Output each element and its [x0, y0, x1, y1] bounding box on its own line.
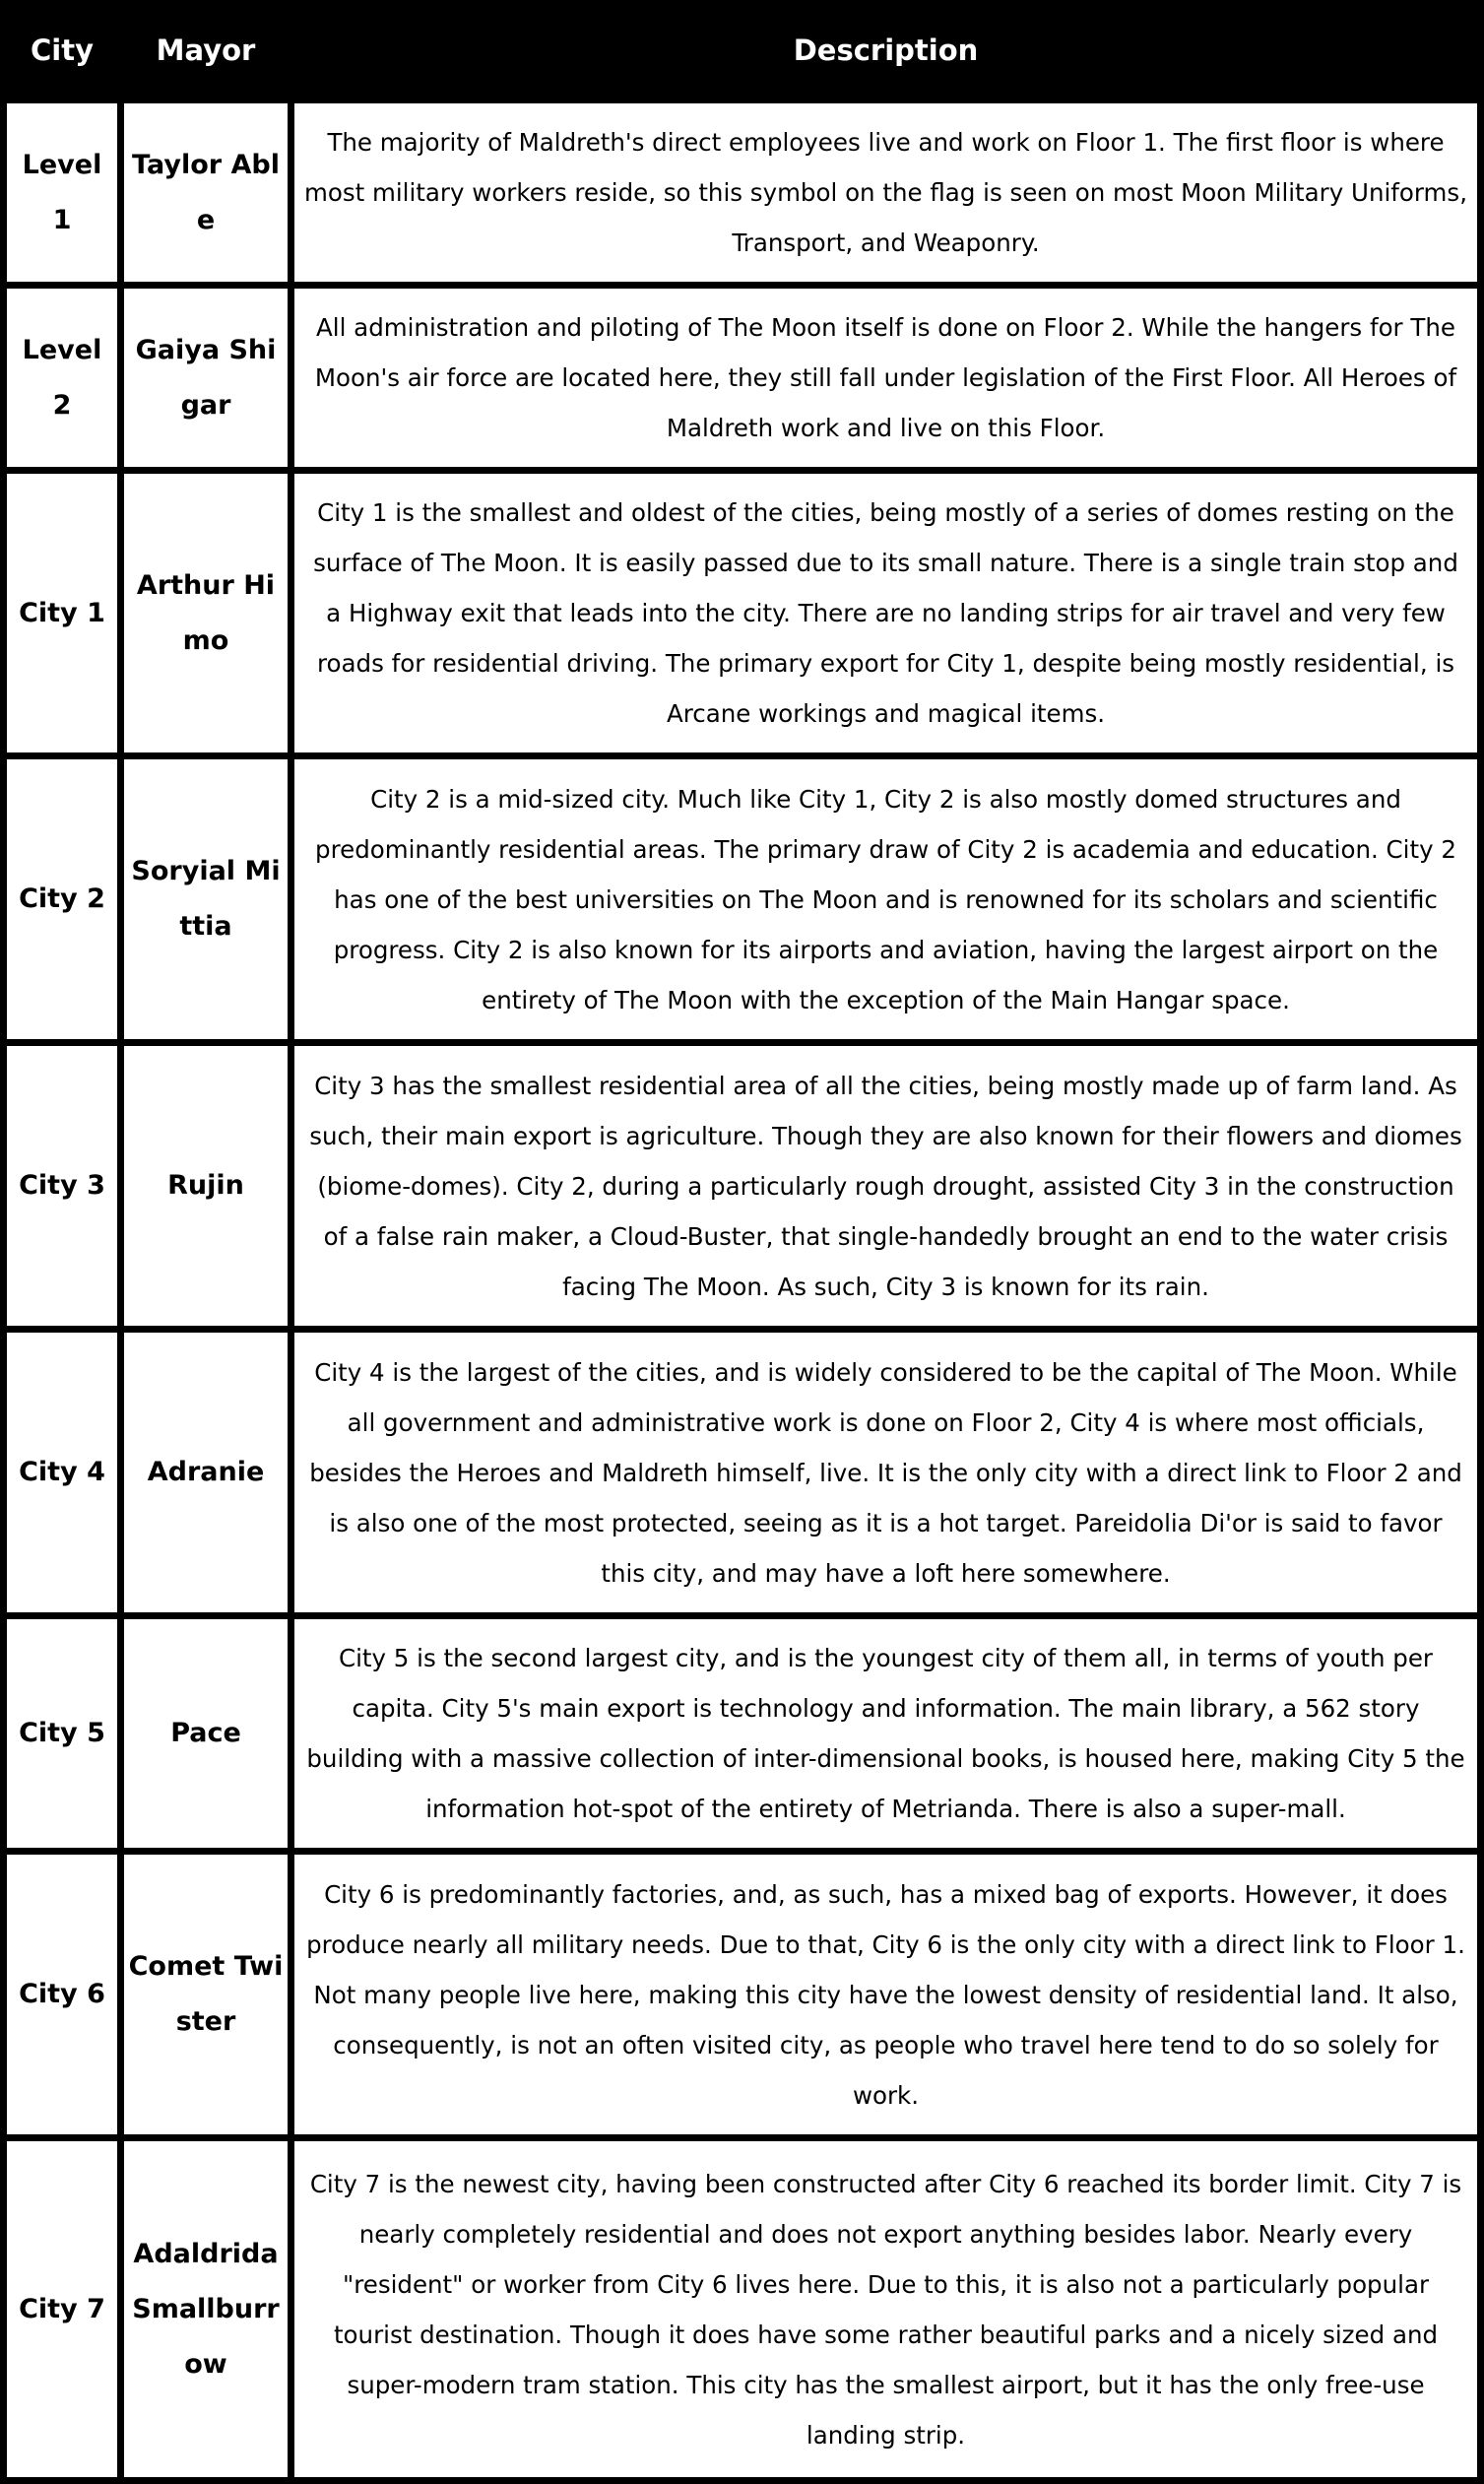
table-body: [4, 100, 1481, 2481]
table-row: [4, 1852, 1481, 2138]
mayor-cell: Gaiya Shigar: [121, 286, 291, 471]
table-row: [4, 100, 1481, 286]
city-cell: City 6: [4, 1852, 121, 2138]
city-cell: Level 1: [4, 100, 121, 286]
mayor-cell: Soryial Mittia: [121, 756, 291, 1043]
city-cell: City 7: [4, 2138, 121, 2481]
mayor-cell: Adaldrida Smallburrow: [121, 2138, 291, 2481]
mayor-cell: Arthur Himo: [121, 471, 291, 756]
mayor-cell: Taylor Able: [121, 100, 291, 286]
city-cell: City 1: [4, 471, 121, 756]
header-city: City: [4, 2, 121, 100]
description-cell: City 4 is the largest of the cities, and is widely considered to be the capital of The Moon. While all government and administrative work is done on Floor 2, City 4 is where most officials, besides the Heroes and Maldreth himself, live. It is the only city with a direct link to Floor 2 and is also one of the most protected, seeing as it is a hot target. Pareidolia Di'or is said to favor this city, and may have a loft here somewhere.: [291, 1330, 1481, 1616]
header-mayor: Mayor: [121, 2, 291, 100]
mayor-cell: Pace: [121, 1616, 291, 1852]
description-cell: City 2 is a mid-sized city. Much like City 1, City 2 is also mostly domed structures and predominantly residential areas. The primary draw of City 2 is academia and education. City 2 has one of the best universities on The Moon and is renowned for its scholars and scientific progress. City 2 is also known for its airports and aviation, having the largest airport on the entirety of The Moon with the exception of the Main Hangar space.: [291, 756, 1481, 1043]
city-cell: City 5: [4, 1616, 121, 1852]
table-row: [4, 1330, 1481, 1616]
description-cell: City 7 is the newest city, having been constructed after City 6 reached its border limit. City 7 is nearly completely residential and does not export anything besides labor. Nearly every "resident" or worker from City 6 lives here. Due to this, it is also not a particularly popular tourist destination. Though it does have some rather beautiful parks and a nicely sized and super-modern tram station. This city has the smallest airport, but it has the only free-use landing strip.: [291, 2138, 1481, 2481]
description-cell: All administration and piloting of The Moon itself is done on Floor 2. While the hangers for The Moon's air force are located here, they still fall under legislation of the First Floor. All Heroes of Maldreth work and live on this Floor.: [291, 286, 1481, 471]
table-row: [4, 1616, 1481, 1852]
city-cell: City 4: [4, 1330, 121, 1616]
description-cell: City 6 is predominantly factories, and, as such, has a mixed bag of exports. However, it does produce nearly all military needs. Due to that, City 6 is the only city with a direct link to Floor 1. Not many people live here, making this city have the lowest density of residential land. It also, consequently, is not an often visited city, as people who travel here tend to do so solely for work.: [291, 1852, 1481, 2138]
header-description: Description: [291, 2, 1481, 100]
description-cell: The majority of Maldreth's direct employees live and work on Floor 1. The first floor is where most military workers reside, so this symbol on the flag is seen on most Moon Military Uniforms, Transport, and Weaponry.: [291, 100, 1481, 286]
table-header: [4, 2, 1481, 100]
table-row: [4, 471, 1481, 756]
city-cell: Level 2: [4, 286, 121, 471]
mayor-cell: Adranie: [121, 1330, 291, 1616]
header-row: [4, 2, 1481, 100]
table-row: [4, 756, 1481, 1043]
table-row: [4, 1043, 1481, 1330]
mayor-cell: Comet Twister: [121, 1852, 291, 2138]
table-row: [4, 286, 1481, 471]
mayor-cell: Rujin: [121, 1043, 291, 1330]
city-cell: City 2: [4, 756, 121, 1043]
city-cell: City 3: [4, 1043, 121, 1330]
table-row: [4, 2138, 1481, 2481]
description-cell: City 1 is the smallest and oldest of the cities, being mostly of a series of domes resting on the surface of The Moon. It is easily passed due to its small nature. There is a single train stop and a Highway exit that leads into the city. There are no landing strips for air travel and very few roads for residential driving. The primary export for City 1, despite being mostly residential, is Arcane workings and magical items.: [291, 471, 1481, 756]
description-cell: City 5 is the second largest city, and is the youngest city of them all, in terms of youth per capita. City 5's main export is technology and information. The main library, a 562 story building with a massive collection of inter-dimensional books, is housed here, making City 5 the information hot-spot of the entirety of Metrianda. There is also a super-mall.: [291, 1616, 1481, 1852]
description-cell: City 3 has the smallest residential area of all the cities, being mostly made up of farm land. As such, their main export is agriculture. Though they are also known for their flowers and diomes (biome-domes). City 2, during a particularly rough drought, assisted City 3 in the construction of a false rain maker, a Cloud-Buster, that single-handedly brought an end to the water crisis facing The Moon. As such, City 3 is known for its rain.: [291, 1043, 1481, 1330]
